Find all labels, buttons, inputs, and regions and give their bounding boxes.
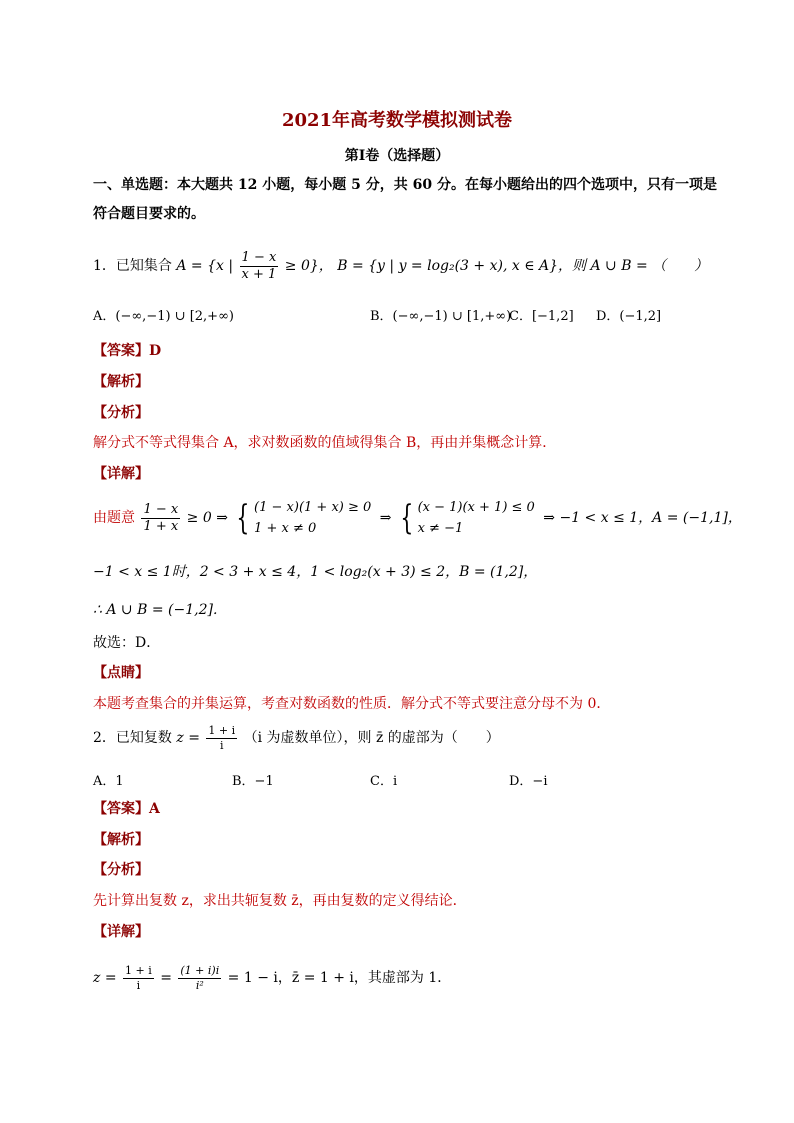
q2-detail-eq: = — [160, 970, 172, 986]
q1-system-2-row1: (x − 1)(x + 1) ≤ 0 — [417, 500, 535, 515]
q1-fenxi-text: 解分式不等式得集合 A，求对数函数的值域得集合 B，再由并集概念计算． — [93, 435, 557, 451]
q2-detail-frac2-num: (1 + i)i — [180, 963, 220, 977]
q1-detail-prefix: 由题意 — [93, 510, 135, 526]
q1-option-d: D．(−1,2] — [596, 309, 662, 324]
q2-detail-frac2 — [178, 964, 221, 993]
q2-detail-z: z = — [93, 970, 117, 986]
q2-detail-frac1-num: 1 + i — [125, 963, 152, 977]
q1-frac-den: x + 1 — [241, 266, 277, 282]
q2-jiexi-label: 【解析】 — [93, 832, 149, 848]
q1-brace-1: { — [236, 498, 250, 538]
q1-system-2 — [418, 497, 535, 539]
q1-choose: 故选：D． — [93, 635, 161, 651]
q2-suffix: （i 为虚数单位），则 z̄ 的虚部为（ ） — [243, 730, 500, 746]
q2-detail-tail: = 1 − i，z̄ = 1 + i，其虚部为 1． — [227, 970, 452, 986]
q2-detail-frac1-den: i — [136, 978, 141, 992]
q1-system-2-row2: x ≠ −1 — [417, 521, 464, 536]
q2-detail-frac1 — [123, 964, 154, 993]
q1-setB: B = {y | y = log₂(3 + x), x ∈ A}，则 A ∪ B = （ ） — [337, 258, 709, 274]
q2-frac-num: 1 + i — [208, 723, 236, 737]
q1-setA-fraction — [240, 250, 279, 283]
q1-setA-right: ≥ 0}， — [284, 258, 333, 274]
q1-prefix: 1．已知集合 — [93, 258, 172, 274]
q1-setA-left: A = {x | — [176, 258, 234, 274]
q1-detail-frac-den: 1 + x — [143, 518, 179, 534]
q2-answer: 【答案】A — [93, 801, 160, 817]
q2-option-a: A．1 — [93, 774, 124, 789]
q1-system-1-row1: (1 − x)(1 + x) ≥ 0 — [254, 500, 372, 515]
q2-stem — [93, 720, 500, 756]
q1-xiangjie-label: 【详解】 — [93, 466, 149, 482]
q2-fenxi-label: 【分析】 — [93, 862, 149, 878]
q1-detail-fraction — [141, 502, 180, 535]
q2-detail-frac2-den: i² — [195, 978, 204, 992]
q1-frac-num: 1 − x — [241, 249, 277, 265]
q1-detail-line2: −1 < x ≤ 1时，2 < 3 + x ≤ 4，1 < log₂(x + 3) ≤ 2，B = (1,2]， — [93, 564, 538, 580]
q1-system-1-row2: 1 + x ≠ 0 — [254, 521, 317, 536]
q2-prefix: 2．已知复数 — [93, 730, 172, 746]
q1-system-1 — [254, 497, 371, 539]
q1-detail-tail: ⇒ −1 < x ≤ 1，A = (−1,1]， — [543, 510, 742, 526]
q1-option-c: C．[−1,2] — [509, 309, 574, 324]
q1-fenxi-label: 【分析】 — [93, 405, 149, 421]
q1-option-b: B．(−∞,−1) ∪ [1,+∞) — [370, 309, 512, 324]
q1-dianjing-label: 【点睛】 — [93, 665, 149, 681]
q2-frac-den: i — [219, 738, 224, 752]
q2-z-eq: z = — [176, 730, 200, 746]
q2-fraction — [206, 724, 237, 753]
q2-option-d: D．−i — [509, 774, 548, 789]
q2-detail-line — [93, 958, 451, 998]
q2-xiangjie-label: 【详解】 — [93, 924, 149, 940]
q1-answer: 【答案】D — [93, 343, 162, 359]
q1-jiexi-label: 【解析】 — [93, 374, 149, 390]
section-heading-line1: 一、单选题：本大题共 12 小题，每小题 5 分，共 60 分。在每小题给出的四个选项中，只有一项是 — [93, 177, 717, 193]
q2-fenxi-text: 先计算出复数 z，求出共轭复数 z̄，再由复数的定义得结论． — [93, 893, 467, 909]
q1-detail-line3: ∴ A ∪ B = (−1,2]． — [93, 602, 227, 618]
q1-stem — [93, 248, 708, 284]
section-heading-line2: 符合题目要求的。 — [93, 206, 205, 222]
q1-detail-arrow: ⇒ — [379, 510, 392, 526]
q2-option-c: C．i — [370, 774, 398, 789]
q1-option-a: A．(−∞,−1) ∪ [2,+∞) — [93, 309, 234, 324]
page-title: 2021年高考数学模拟测试卷 — [281, 110, 513, 131]
page-subtitle: 第Ⅰ卷（选择题） — [344, 148, 450, 164]
q1-detail-geq: ≥ 0 ⇒ — [186, 510, 228, 526]
q1-brace-2: { — [400, 498, 414, 538]
q1-detail-line1 — [93, 497, 742, 543]
q1-detail-frac-num: 1 − x — [143, 501, 179, 517]
q2-option-b: B．−1 — [232, 774, 274, 789]
q1-dianjing-text: 本题考查集合的并集运算，考查对数函数的性质．解分式不等式要注意分母不为 0． — [93, 696, 611, 712]
